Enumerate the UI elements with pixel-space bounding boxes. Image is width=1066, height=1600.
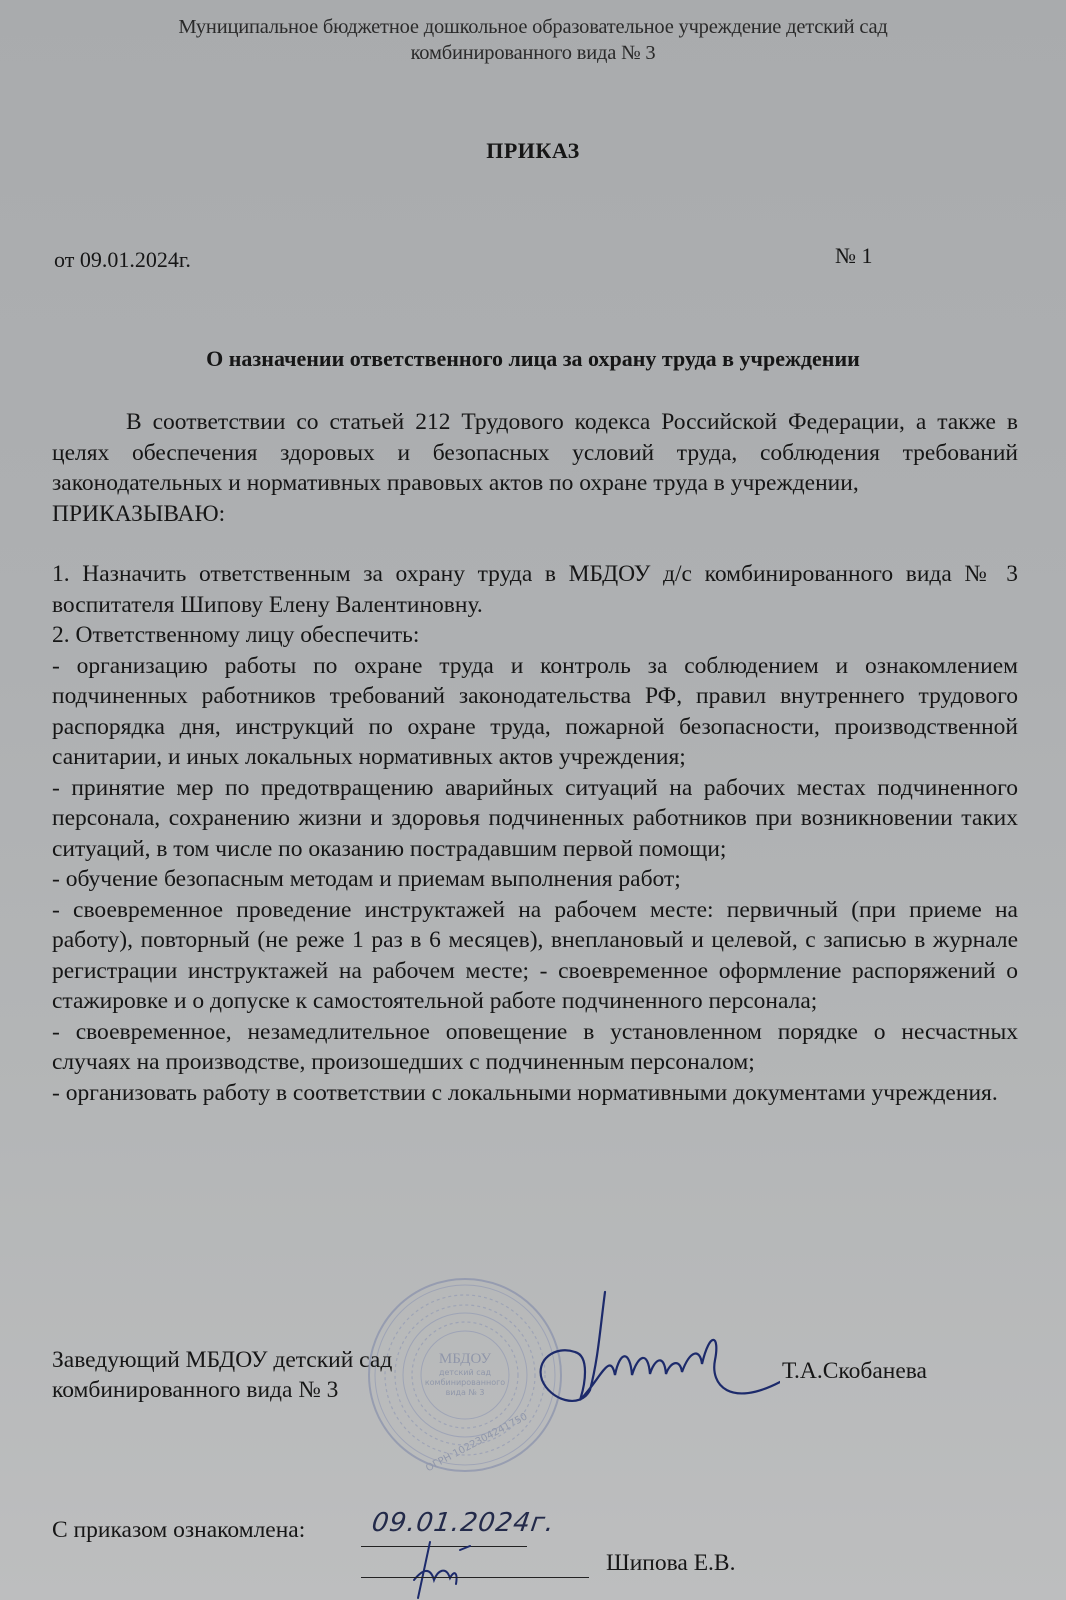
signoff-position <box>52 1345 392 1405</box>
signoff-position-line2: комбинированного вида № 3 <box>52 1377 339 1403</box>
duty-item: - организацию работы по охране труда и контроль за соблюдением и ознакомлением подчиненных работников требований законодательства РФ, правил внутреннего трудового распорядка дня, инструкций по охране труда, пожарной безопасности, производственной санитарии, и иных локальных нормативных актов учреждения; <box>52 652 1018 770</box>
organization-name-line2: комбинированного вида № 3 <box>410 42 656 64</box>
stamp-line: комбинированного <box>424 1378 506 1387</box>
preamble: В соответствии со статьей 212 Трудового кодекса Российской Федерации, а также в целях обеспечения здоровых и безопасных условий труда, соблюдения требований законодательных и нормативных правовых актов по охране труда в учреждении, <box>52 409 1018 496</box>
handwritten-date: 09.01.2024г. <box>369 1508 557 1538</box>
order-item: 1. Назначить ответственным за охрану труда в МБДОУ д/с комбинированного вида № 3 воспитателя Шипову Елену Валентиновну. <box>52 561 1018 618</box>
stamp-line: детский сад <box>438 1368 492 1377</box>
order-item: 2. Ответственному лицу обеспечить: <box>52 622 420 648</box>
signoff-position-line1: Заведующий МБДОУ детский сад <box>52 1347 393 1373</box>
order-date: от 09.01.2024г. <box>54 247 191 272</box>
order-subject: О назначении ответственного лица за охрану труда в учреждении <box>206 346 860 371</box>
duty-item: - организовать работу в соответствии с локальными нормативными документами учреждения. <box>52 1079 998 1106</box>
duty-item: - своевременное проведение инструктажей на рабочем месте: первичный (при приеме на работу), повторный (не реже 1 раз в 6 месяцев), внеплановый и целевой, с записью в журнале регистрации инструктажей на рабочем месте; - своевременное оформление распоряжений о стажировке и о допуске к самостоятельной работе подчиненного персонала; <box>52 896 1018 1014</box>
duty-item: - принятие мер по предотвращению аварийных ситуаций на рабочих местах подчиненного персонала, сохранению жизни и здоровья подчиненных работников при возникновении таких ситуаций, в том числе по оказанию пострадавшим первой помощи; <box>52 774 1018 862</box>
stamp-line: вида № 3 <box>445 1388 485 1397</box>
acknowledgement-label: С приказом ознакомлена: <box>52 1517 306 1543</box>
order-verb: ПРИКАЗЫВАЮ: <box>52 500 226 527</box>
stamp-ogrn: ОГРН 1022304241750 <box>424 1411 530 1475</box>
organization-name-line1: Муниципальное бюджетное дошкольное образовательное учреждение детский сад <box>178 16 888 38</box>
organization-header <box>100 14 966 66</box>
order-body <box>52 407 1018 1108</box>
employee-name: Шипова Е.В. <box>606 1550 736 1576</box>
signature-line <box>361 1577 589 1578</box>
duty-item: - обучение безопасным методам и приемам выполнения работ; <box>52 866 681 892</box>
stamp-title: МБДОУ <box>438 1351 492 1367</box>
order-number: № 1 <box>835 243 873 268</box>
spacer <box>52 529 1018 559</box>
director-name: Т.А.Скобанева <box>782 1358 927 1384</box>
employee-signature <box>400 1540 480 1600</box>
director-signature <box>530 1290 780 1420</box>
document-title: ПРИКАЗ <box>486 138 580 163</box>
duty-item: - своевременное, незамедлительное оповещение в установленном порядке о несчастных случаях на производстве, произошедших с подчиненным персоналом; <box>52 1018 1018 1075</box>
